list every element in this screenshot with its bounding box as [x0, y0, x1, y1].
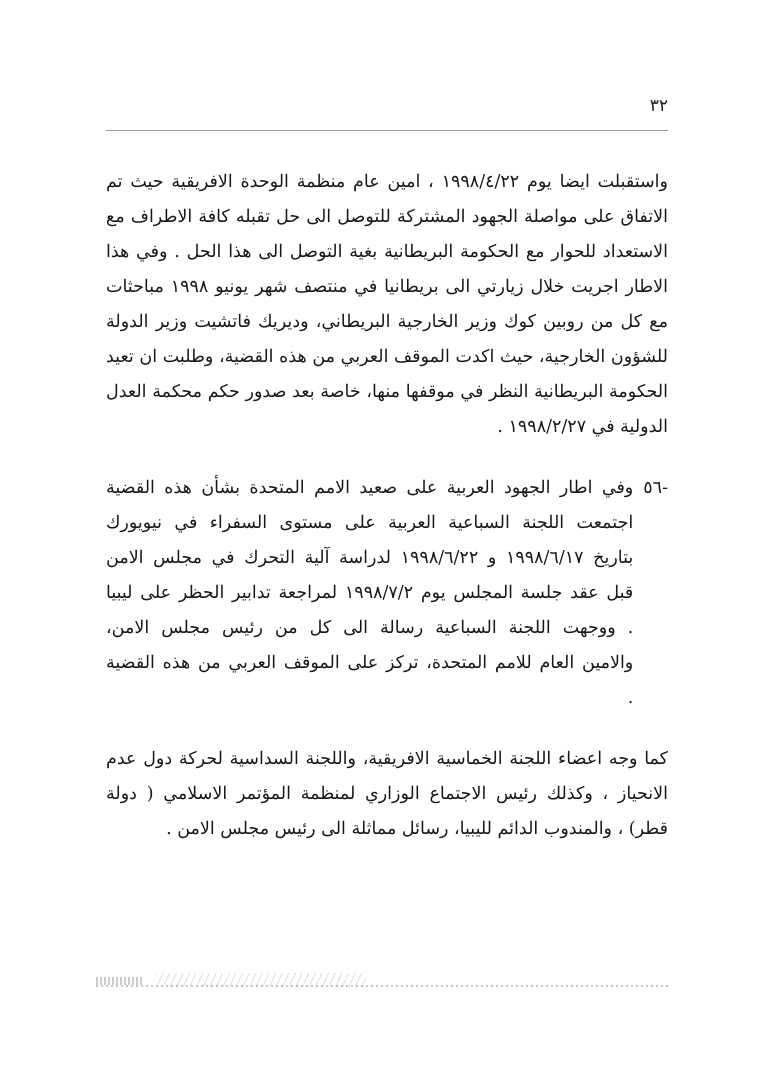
- paragraph-2-numbered: [106, 471, 668, 716]
- page-number: ٣٢: [649, 96, 668, 116]
- footer-marks: [96, 977, 668, 993]
- paragraph-2-marker: -٥٦: [643, 478, 668, 498]
- paragraph-3: كما وجه اعضاء اللجنة الخماسية الافريقية، واللجنة السداسية لحركة دول عدم الانحياز ، وكذلك رئيس الاجتماع الوزاري لمنظمة المؤتمر الاسلامي ( دولة قطر) ، والمندوب الدائم لليبيا، رسائل مماثلة الى رئيس مجلس الامن .: [106, 749, 668, 839]
- paragraph-1: واستقبلت ايضا يوم ١٩٩٨/٤/٢٢ ، امين عام منظمة الوحدة الافريقية حيث تم الاتفاق على مواصلة الجهود المشتركة للتوصل الى حل تقبله كافة الاطراف مع الاستعداد للحوار مع الحكومة البريطانية بغية التوصل الى هذا الحل . وفي هذا الاطار اجريت خلال زيارتي الى بريطانيا في منتصف شهر يونيو ١٩٩٨ مباحثات مع كل من روبين كوك وزير الخارجية البريطاني، وديريك فاتشيت وزير الدولة للشؤون الخارجية، حيث اكدت الموقف العربي من هذه القضية، وطلبت ان تعيد الحكومة البريطانية النظر في موقفها منها، خاصة بعد صدور حكم محكمة العدل الدولية في ١٩٩٨/٢/٢٧ .: [106, 172, 668, 437]
- paragraph-2-text: وفي اطار الجهود العربية على صعيد الامم المتحدة بشأن هذه القضية اجتمعت اللجنة السباعية العربية على مستوى السفراء في نيويورك بتاريخ ١٩٩٨/٦/١٧ و ١٩٩٨/٦/٢٢ لدراسة آلية التحرك في مجلس الامن قبل عقد جلسة المجلس يوم ١٩٩٨/٧/٢ لمراجعة تدابير الحظر على ليبيا . ووجهت اللجنة السباعية رسالة الى كل من رئيس مجلس الامن، والامين العام للامم المتحدة، تركز على الموقف العربي من هذه القضية .: [106, 478, 634, 708]
- header-divider: [106, 130, 668, 131]
- footer-smudge-mark: [156, 973, 366, 987]
- footer-edge-mark: [96, 977, 142, 985]
